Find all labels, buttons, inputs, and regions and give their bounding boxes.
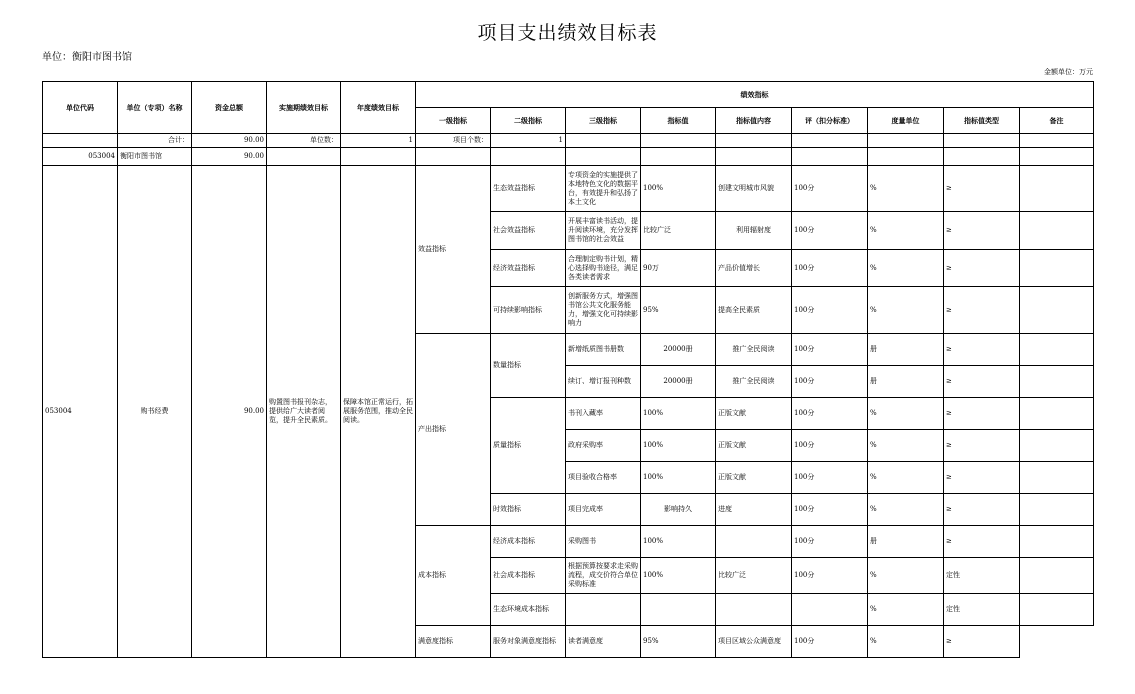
score-cell: 100分 (792, 287, 868, 334)
unit-cell: % (868, 166, 944, 212)
header-measure-unit: 度量单位 (868, 108, 944, 134)
remark-cell (1020, 430, 1094, 462)
value-cell: 90万 (641, 250, 716, 287)
l2-ecological-benefit: 生态效益指标 (491, 166, 566, 212)
header-value-content: 指标值内容 (716, 108, 792, 134)
l2-social-cost: 社会成本指标 (491, 558, 566, 594)
l2-quantity: 数量指标 (491, 334, 566, 398)
currency-unit-label: 金额单位：万元 (1044, 68, 1093, 76)
unit-cell: 册 (868, 334, 944, 366)
header-score: 评（扣分标准） (792, 108, 868, 134)
score-cell (792, 594, 868, 626)
unit-cell: % (868, 558, 944, 594)
value-cell: 100% (641, 398, 716, 430)
remark-cell (1020, 212, 1094, 250)
value-cell: 影响持久 (641, 494, 716, 526)
type-cell: ≥ (944, 462, 1020, 494)
total-amount: 90.00 (192, 134, 267, 148)
header-perf-indicators: 绩效指标 (416, 82, 1094, 108)
l1-output: 产出指标 (416, 334, 491, 526)
content-cell: 推广全民阅读 (716, 334, 792, 366)
type-cell: ≥ (944, 166, 1020, 212)
score-cell: 100分 (792, 398, 868, 430)
table-row (43, 166, 1094, 212)
header-level3: 三级指标 (566, 108, 641, 134)
type-cell: ≥ (944, 334, 1020, 366)
l2-timeliness: 时效指标 (491, 494, 566, 526)
content-cell: 进度 (716, 494, 792, 526)
unit-cell: % (868, 462, 944, 494)
project-code: 053004 (43, 166, 118, 658)
project-amount: 90.00 (192, 166, 267, 658)
value-cell: 100% (641, 166, 716, 212)
project-count-label: 项目个数： (416, 134, 491, 148)
remark-cell (1020, 494, 1094, 526)
header-remark: 备注 (1020, 108, 1094, 134)
l2-eco-env-cost: 生态环境成本指标 (491, 594, 566, 626)
unit-cell: % (868, 398, 944, 430)
l3-cell: 根据预算按要求走采购流程，成交价符合单位采购标准 (566, 558, 641, 594)
value-cell: 20000册 (641, 366, 716, 398)
remark-cell (1020, 398, 1094, 430)
l3-cell: 合理制定购书计划，精心选择购书途径，满足各类读者需求 (566, 250, 641, 287)
remark-cell (1020, 334, 1094, 366)
value-cell: 100% (641, 462, 716, 494)
performance-table (42, 81, 1094, 658)
type-cell: ≥ (944, 430, 1020, 462)
score-cell: 100分 (792, 462, 868, 494)
type-cell: ≥ (944, 250, 1020, 287)
score-cell: 100分 (792, 494, 868, 526)
l3-cell: 开展丰富读书活动，提升阅读环境，充分发挥图书馆的社会效益 (566, 212, 641, 250)
project-annual-goal: 保障本馆正常运行，拓展服务范围，推动全民阅读。 (341, 166, 416, 658)
remark-cell (1020, 166, 1094, 212)
value-cell (641, 594, 716, 626)
header-period-goal: 实施期绩效目标 (267, 82, 341, 134)
l3-cell (566, 594, 641, 626)
header-value-type: 指标值类型 (944, 108, 1020, 134)
unit-count-label: 单位数： (267, 134, 341, 148)
l1-cost: 成本指标 (416, 526, 491, 626)
remark-cell (1020, 462, 1094, 494)
remark-cell (1020, 594, 1094, 626)
l3-cell: 政府采购率 (566, 430, 641, 462)
type-cell: ≥ (944, 626, 1020, 658)
unit-cell: 册 (868, 526, 944, 558)
content-cell: 推广全民阅读 (716, 366, 792, 398)
score-cell: 100分 (792, 526, 868, 558)
remark-cell (1020, 250, 1094, 287)
header-unit-name: 单位（专项）名称 (118, 82, 192, 134)
content-cell: 项目区域公众满意度 (716, 626, 792, 658)
l3-cell: 项目验收合格率 (566, 462, 641, 494)
content-cell: 创建文明城市风貌 (716, 166, 792, 212)
content-cell: 利用辐射度 (716, 212, 792, 250)
type-cell: 定性 (944, 594, 1020, 626)
unit-cell: % (868, 494, 944, 526)
remark-cell (1020, 558, 1094, 594)
value-cell: 95% (641, 626, 716, 658)
unit-cell: % (868, 212, 944, 250)
score-cell: 100分 (792, 626, 868, 658)
header-unit-code: 单位代码 (43, 82, 118, 134)
header-row (43, 82, 1094, 108)
unit-cell: % (868, 594, 944, 626)
header-value: 指标值 (641, 108, 716, 134)
value-cell: 100% (641, 430, 716, 462)
total-label: 合计： (118, 134, 192, 148)
summary-row (43, 134, 1094, 148)
l2-economic-benefit: 经济效益指标 (491, 250, 566, 287)
content-cell (716, 526, 792, 558)
content-cell: 正版文献 (716, 430, 792, 462)
unit-label: 单位：衡阳市图书馆 (42, 52, 132, 63)
content-cell: 比较广泛 (716, 558, 792, 594)
value-cell: 比较广泛 (641, 212, 716, 250)
value-cell: 95% (641, 287, 716, 334)
score-cell: 100分 (792, 430, 868, 462)
l3-cell: 采购图书 (566, 526, 641, 558)
score-cell: 100分 (792, 212, 868, 250)
remark-cell (1020, 626, 1094, 658)
l3-cell: 读者满意度 (566, 626, 641, 658)
l2-service-satisfaction: 服务对象满意度指标 (491, 626, 566, 658)
score-cell: 100分 (792, 558, 868, 594)
l3-cell: 创新服务方式，增强图书馆公共文化服务能力，增强文化可持续影响力 (566, 287, 641, 334)
l3-cell: 专项资金的实施提供了本地特色文化的数据平台，有效提升和弘扬了本土文化 (566, 166, 641, 212)
page-title: 项目支出绩效目标表 (477, 22, 658, 44)
content-cell: 正版文献 (716, 398, 792, 430)
score-cell: 100分 (792, 366, 868, 398)
header-annual-goal: 年度绩效目标 (341, 82, 416, 134)
unit-cell: % (868, 287, 944, 334)
l2-economic-cost: 经济成本指标 (491, 526, 566, 558)
project-count: 1 (491, 134, 566, 148)
type-cell: ≥ (944, 212, 1020, 250)
content-cell: 正版文献 (716, 462, 792, 494)
l3-cell: 续订、增订报刊种数 (566, 366, 641, 398)
type-cell: ≥ (944, 494, 1020, 526)
unit-name: 衡阳市图书馆 (118, 148, 192, 166)
header-level1: 一级指标 (416, 108, 491, 134)
l1-satisfaction: 满意度指标 (416, 626, 491, 658)
l3-cell: 项目完成率 (566, 494, 641, 526)
unit-cell: % (868, 250, 944, 287)
type-cell: ≥ (944, 287, 1020, 334)
content-cell: 提高全民素质 (716, 287, 792, 334)
type-cell: 定性 (944, 558, 1020, 594)
content-cell (716, 594, 792, 626)
unit-count: 1 (341, 134, 416, 148)
value-cell: 20000册 (641, 334, 716, 366)
project-period-goal: 购置图书报刊杂志，提供给广大读者阅览，提升全民素质。 (267, 166, 341, 658)
type-cell: ≥ (944, 526, 1020, 558)
remark-cell (1020, 287, 1094, 334)
project-name: 购书经费 (118, 166, 192, 658)
unit-cell: 册 (868, 366, 944, 398)
score-cell: 100分 (792, 166, 868, 212)
l3-cell: 书刊入藏率 (566, 398, 641, 430)
unit-code: 053004 (43, 148, 118, 166)
l1-benefit: 效益指标 (416, 166, 491, 334)
l2-quality: 质量指标 (491, 398, 566, 494)
unit-cell: % (868, 626, 944, 658)
remark-cell (1020, 526, 1094, 558)
unit-cell: % (868, 430, 944, 462)
value-cell: 100% (641, 558, 716, 594)
value-cell: 100% (641, 526, 716, 558)
type-cell: ≥ (944, 366, 1020, 398)
header-total-funds: 资金总额 (192, 82, 267, 134)
header-level2: 二级指标 (491, 108, 566, 134)
unit-row (43, 148, 1094, 166)
l2-sustainable-impact: 可持续影响指标 (491, 287, 566, 334)
l2-social-benefit: 社会效益指标 (491, 212, 566, 250)
remark-cell (1020, 366, 1094, 398)
l3-cell: 新增纸质图书册数 (566, 334, 641, 366)
score-cell: 100分 (792, 334, 868, 366)
score-cell: 100分 (792, 250, 868, 287)
unit-amount: 90.00 (192, 148, 267, 166)
content-cell: 产品价值增长 (716, 250, 792, 287)
type-cell: ≥ (944, 398, 1020, 430)
